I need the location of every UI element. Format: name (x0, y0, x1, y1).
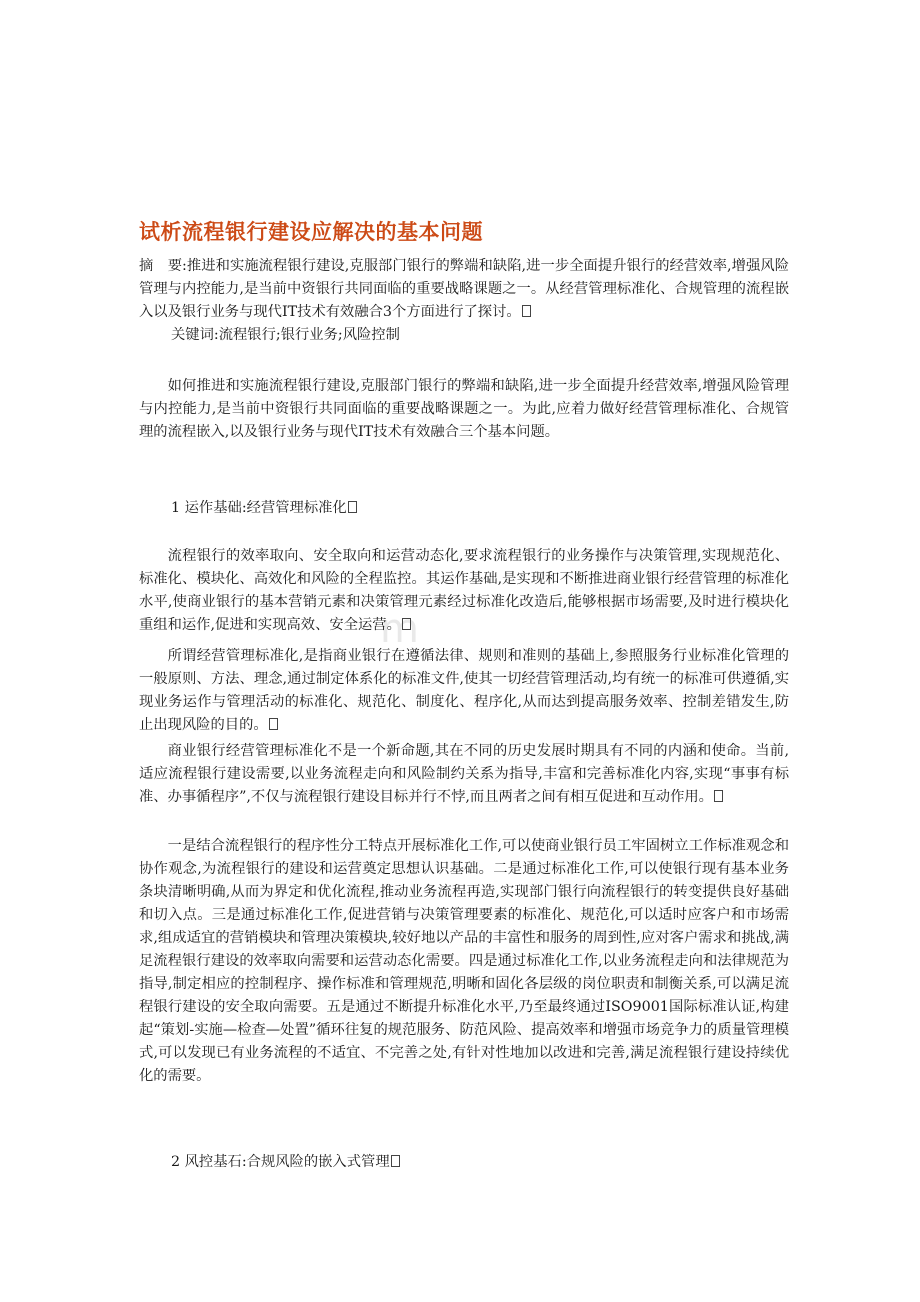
section-1-paragraph-4: 一是结合流程银行的程序性分工特点开展标准化工作,可以使商业银行员工牢固树立工作标准观念和协作观念,为流程银行的建设和运营奠定思想认识基础。二是通过标准化工作,可以使银行现有基本业务条块清晰明确,从而为界定和优化流程,推动业务流程再造,实现部门银行向流程银行的转变提供良好基础和切入点。三是通过标准化工作,促进营销与决策管理要素的标准化、规范化,可以适时应客户和市场需求,组成适宜的营销模块和管理决策模块,较好地以产品的丰富性和服务的周到性,应对客户需求和挑战,满足流程银行建设的效率取向需要和运营动态化需要。四是通过标准化工作,以业务流程走向和法律规范为指导,制定相应的控制程序、操作标准和管理规范,明晰和固化各层级的岗位职责和制衡关系,可以满足流程银行建设的安全取向需要。五是通过不断提升标准化水平,乃至最终通过ISO9001国际标准认证,构建起“策划-实施—检查—处置”循环往复的规范服务、防范风险、提高效率和增强市场竞争力的质量管理模式,可以发现已有业务流程的不适宜、不完善之处,有针对性地加以改进和完善,满足流程银行建设持续优化的需要。 (139, 838, 789, 1084)
watermark: m (380, 606, 421, 652)
missing-glyph-box (522, 305, 531, 317)
abstract-paragraph: 摘 要:推进和实施流程银行建设,克服部门银行的弊端和缺陷,进一步全面提升银行的经营效率,增强风险管理与内控能力,是当前中资银行共同面临的重要战略课题之一。从经营管理标准化、合规管理的流程嵌入以及银行业务与现代IT技术有效融合3个方面进行了探讨。 (139, 258, 789, 320)
section-2-heading: 2 风控基石:合规风险的嵌入式管理 (171, 1151, 400, 1174)
missing-glyph-box (348, 501, 357, 513)
intro-paragraph: 如何推进和实施流程银行建设,克服部门银行的弊端和缺陷,进一步全面提升经营效率,增强风险管理与内控能力,是当前中资银行共同面临的重要战略课题之一。为此,应着力做好经营管理标准化、合规管理的流程嵌入,以及银行业务与现代IT技术有效融合三个基本问题。 (139, 378, 789, 440)
missing-glyph-box (269, 718, 278, 730)
document-title: 试析流程银行建设应解决的基本问题 (139, 220, 483, 244)
missing-glyph-box (402, 618, 411, 630)
keywords-line: 关键词:流程银行;银行业务;风险控制 (171, 327, 400, 343)
missing-glyph-box (391, 1155, 400, 1167)
section-1-paragraph-3: 商业银行经营管理标准化不是一个新命题,其在不同的历史发展时期具有不同的内涵和使命。当前,适应流程银行建设需要,以业务流程走向和风险制约关系为指导,丰富和完善标准化内容,实现“事事有标准、办事循程序”,不仅与流程银行建设目标并行不悖,而且两者之间有相互促进和互动作用。 (139, 743, 789, 805)
missing-glyph-box (714, 790, 723, 802)
section-1-heading: 1 运作基础:经营管理标准化 (171, 497, 357, 520)
section-1-paragraph-2: 所谓经营管理标准化,是指商业银行在遵循法律、规则和准则的基础上,参照服务行业标准化管理的一般原则、方法、理念,通过制定体系化的标准文件,使其一切经营管理活动,均有统一的标准可供遵循,实现业务运作与管理活动的标准化、规范化、制度化、程序化,从而达到提高服务效率、控制差错发生,防止出现风险的目的。 (139, 648, 789, 733)
section-1-paragraph-1: 流程银行的效率取向、安全取向和运营动态化,要求流程银行的业务操作与决策管理,实现规范化、标准化、模块化、高效化和风险的全程监控。其运作基础,是实现和不断推进商业银行经营管理的标准化水平,使商业银行的基本营销元素和决策管理元素经过标准化改造后,能够根据市场需要,及时进行模块化重组和运作,促进和实现高效、安全运营。 (139, 548, 789, 633)
